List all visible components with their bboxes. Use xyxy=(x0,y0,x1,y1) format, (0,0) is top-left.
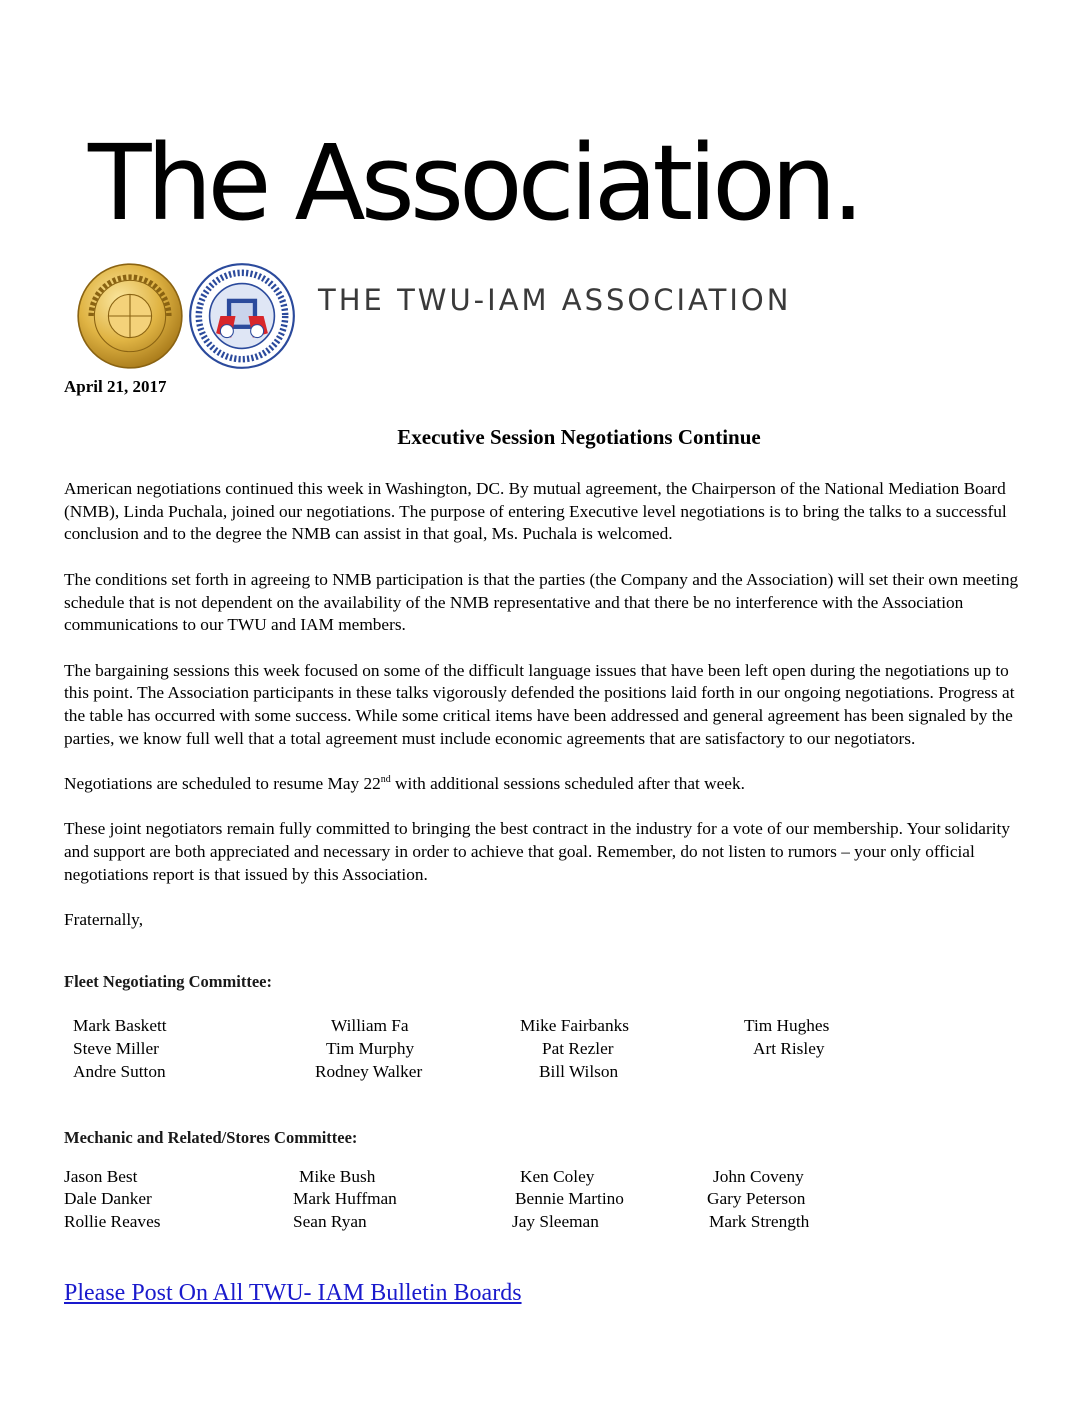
committee-member: John Coveny xyxy=(713,1167,804,1186)
committee-member: Rodney Walker xyxy=(315,1062,423,1081)
committee-member: Steve Miller xyxy=(73,1039,159,1058)
committee-member: Ken Coley xyxy=(520,1167,595,1186)
committee-member: Tim Murphy xyxy=(326,1039,415,1058)
resume-text: Negotiations are scheduled to resume May 22 xyxy=(64,774,381,794)
paragraph: The bargaining sessions this week focused on some of the difficult language issues that have been left open during the negotiations up to this point. The Association participants in these talks vigorously defended the positions laid forth in our ongoing negotiations. Progress at the table has occurred with some success. While some critical items have been addressed and general agreement has been signaled by the parties, we know full well that a total agreement must include economic agreements that are satisfactory to our negotiators. xyxy=(64,660,1015,748)
committee-member: Dale Danker xyxy=(64,1189,152,1208)
committee-member: William Fa xyxy=(331,1016,409,1035)
committee-member: Sean Ryan xyxy=(293,1212,367,1231)
body-text xyxy=(64,478,1029,955)
committee-member: Gary Peterson xyxy=(707,1189,806,1208)
association-subtitle: THE TWU-IAM ASSOCIATION xyxy=(318,283,792,317)
paragraph: These joint negotiators remain fully committed to bringing the best contract in the industry for a vote of our membership. Your solidarity and support are both appreciated and necessary in order to achieve that goal. Remember, do not listen to rumors – your only official negotiations report is that issued by this Association. xyxy=(64,819,1010,884)
fleet-committee-title: Fleet Negotiating Committee: xyxy=(64,972,272,991)
resume-text-after: with additional sessions scheduled after that week. xyxy=(390,774,745,794)
committee-member: Andre Sutton xyxy=(73,1062,166,1081)
committee-member: Mark Huffman xyxy=(293,1189,397,1208)
iam-seal-icon xyxy=(188,262,296,370)
committee-member: Tim Hughes xyxy=(744,1016,830,1035)
committee-member: Mark Strength xyxy=(709,1212,810,1231)
mechanic-committee-title: Mechanic and Related/Stores Committee: xyxy=(64,1128,358,1147)
committee-member: Rollie Reaves xyxy=(64,1212,161,1231)
signoff: Fraternally, xyxy=(64,910,144,930)
committee-member: Jay Sleeman xyxy=(512,1212,599,1231)
paragraph: American negotiations continued this week in Washington, DC. By mutual agreement, the Chairperson of the National Mediation Board (NMB), Linda Puchala, joined our negotiations. The purpose of entering Executive level negotiations is to bring the talks to a successful conclusion and to the degree the NMB can assist in that goal, Ms. Puchala is welcomed. xyxy=(64,479,1007,544)
bulletin-board-link[interactable]: Please Post On All TWU- IAM Bulletin Boards xyxy=(64,1280,522,1306)
committee-member: Jason Best xyxy=(64,1167,138,1186)
masthead-title: The Association. xyxy=(88,122,860,244)
committee-member: Mark Baskett xyxy=(73,1016,167,1035)
ordinal-suffix: nd xyxy=(380,774,391,786)
committee-member: Mike Bush xyxy=(299,1167,376,1186)
committee-member: Bill Wilson xyxy=(539,1062,619,1081)
resume-paragraph xyxy=(64,773,1029,796)
committee-member: Bennie Martino xyxy=(515,1189,624,1208)
paragraph: The conditions set forth in agreeing to NMB participation is that the parties (the Company and the Association) will set their own meeting schedule that is not dependent on the availability of the NMB representative and that there be no interference with the Association communications to our TWU and IAM members. xyxy=(64,569,1019,635)
twu-seal-icon xyxy=(76,262,184,370)
committee-member: Pat Rezler xyxy=(542,1039,614,1058)
committee-member: Art Risley xyxy=(753,1039,825,1058)
headline: Executive Session Negotiations Continue xyxy=(397,425,761,449)
document-date: April 21, 2017 xyxy=(64,377,167,396)
committee-member: Mike Fairbanks xyxy=(520,1016,629,1035)
